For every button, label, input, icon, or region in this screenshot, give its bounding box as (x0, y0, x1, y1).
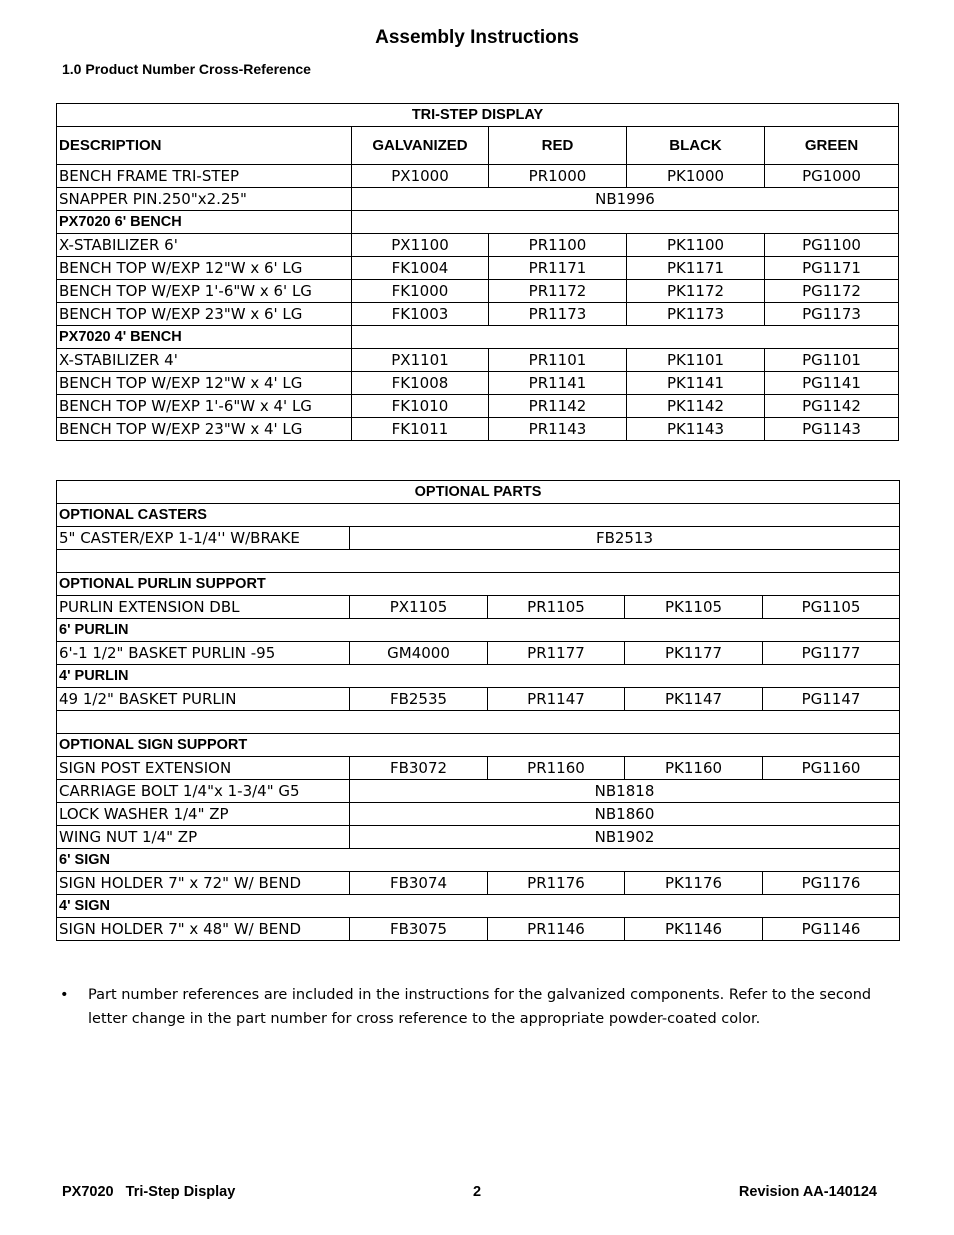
table-row (57, 280, 899, 303)
table-row (57, 234, 899, 257)
part-description: X-STABILIZER 4' (57, 349, 352, 372)
page-title: Assembly Instructions (375, 27, 579, 48)
part-description: X-STABILIZER 6' (57, 234, 352, 257)
part-number: PG1100 (765, 234, 899, 257)
table-row (57, 849, 900, 872)
part-number: PG1146 (763, 918, 900, 941)
table-row (57, 573, 900, 596)
part-number: PG1000 (765, 165, 899, 188)
table-row (57, 257, 899, 280)
part-number: PG1172 (765, 280, 899, 303)
part-number: PG1173 (765, 303, 899, 326)
table-row (57, 596, 900, 619)
part-description: SIGN HOLDER 7" x 48" W/ BEND (57, 918, 350, 941)
column-header: BLACK (627, 127, 765, 165)
part-description: SIGN POST EXTENSION (57, 757, 350, 780)
table-row (57, 780, 900, 803)
section-label: OPTIONAL CASTERS (57, 504, 900, 527)
part-number: PR1143 (489, 418, 627, 441)
section-label: 6' PURLIN (57, 619, 900, 642)
table-row (57, 211, 899, 234)
column-header: GREEN (765, 127, 899, 165)
column-header: DESCRIPTION (57, 127, 352, 165)
part-number: PK1000 (627, 165, 765, 188)
part-description: 49 1/2" BASKET PURLIN (57, 688, 350, 711)
part-number: PK1146 (625, 918, 763, 941)
part-number: PK1173 (627, 303, 765, 326)
part-description: BENCH TOP W/EXP 1'-6"W x 4' LG (57, 395, 352, 418)
section-label: 4' PURLIN (57, 665, 900, 688)
part-description: SNAPPER PIN.250"x2.25" (57, 188, 352, 211)
table-row (57, 326, 899, 349)
note (60, 983, 896, 1031)
table-row (57, 372, 899, 395)
bullet-icon: • (60, 987, 69, 1003)
table-row (57, 872, 900, 895)
part-number: FK1004 (352, 257, 489, 280)
part-number: FB2535 (350, 688, 488, 711)
part-number: PG1147 (763, 688, 900, 711)
part-number: FK1000 (352, 280, 489, 303)
part-number: PR1146 (488, 918, 625, 941)
part-number (352, 211, 899, 234)
part-number: PX1105 (350, 596, 488, 619)
part-number: PK1100 (627, 234, 765, 257)
part-number: PK1147 (625, 688, 763, 711)
part-number: FB3075 (350, 918, 488, 941)
part-description: BENCH FRAME TRI-STEP (57, 165, 352, 188)
part-number: PK1177 (625, 642, 763, 665)
part-number: PK1171 (627, 257, 765, 280)
part-number: PG1105 (763, 596, 900, 619)
table-row (57, 918, 900, 941)
table-header-row (57, 127, 899, 165)
part-number: NB1818 (350, 780, 900, 803)
table-row (57, 418, 899, 441)
footer-product: PX7020 Tri-Step Display (62, 1184, 236, 1200)
part-description: BENCH TOP W/EXP 12"W x 6' LG (57, 257, 352, 280)
part-number: PG1141 (765, 372, 899, 395)
part-number: PR1177 (488, 642, 625, 665)
table-row (57, 711, 900, 734)
part-number: PG1143 (765, 418, 899, 441)
spacer-row (57, 550, 900, 573)
part-number: PR1172 (489, 280, 627, 303)
table-caption-row (57, 104, 899, 127)
part-number: PK1172 (627, 280, 765, 303)
part-number: PR1000 (489, 165, 627, 188)
section-label: 6' SIGN (57, 849, 900, 872)
part-number: PR1173 (489, 303, 627, 326)
part-number: PG1177 (763, 642, 900, 665)
table-row (57, 303, 899, 326)
part-number: PR1176 (488, 872, 625, 895)
part-number: NB1996 (352, 188, 899, 211)
part-number: PK1160 (625, 757, 763, 780)
part-description: BENCH TOP W/EXP 12"W x 4' LG (57, 372, 352, 395)
part-number: PR1171 (489, 257, 627, 280)
table-row (57, 504, 900, 527)
part-number: PX1000 (352, 165, 489, 188)
part-number: PR1160 (488, 757, 625, 780)
section-label: 4' SIGN (57, 895, 900, 918)
section-heading: 1.0 Product Number Cross-Reference (62, 61, 311, 77)
part-description: PURLIN EXTENSION DBL (57, 596, 350, 619)
part-description: CARRIAGE BOLT 1/4"x 1-3/4" G5 (57, 780, 350, 803)
table-row (57, 688, 900, 711)
table-row (57, 527, 900, 550)
part-number: PG1176 (763, 872, 900, 895)
table-row (57, 619, 900, 642)
part-number: FK1003 (352, 303, 489, 326)
part-number (352, 326, 899, 349)
part-number: PG1142 (765, 395, 899, 418)
part-description: WING NUT 1/4" ZP (57, 826, 350, 849)
footer-revision: Revision AA-140124 (738, 1184, 877, 1200)
table-row (57, 734, 900, 757)
part-number: FK1008 (352, 372, 489, 395)
spacer-row (57, 711, 900, 734)
part-description: BENCH TOP W/EXP 1'-6"W x 6' LG (57, 280, 352, 303)
optional-parts-table (56, 480, 900, 941)
part-number: PK1141 (627, 372, 765, 395)
table-row (57, 826, 900, 849)
part-description: 5" CASTER/EXP 1-1/4'' W/BRAKE (57, 527, 350, 550)
table-row (57, 188, 899, 211)
part-number: PG1160 (763, 757, 900, 780)
table-caption: TRI-STEP DISPLAY (57, 104, 899, 127)
part-description: 6'-1 1/2" BASKET PURLIN -95 (57, 642, 350, 665)
part-number: PK1101 (627, 349, 765, 372)
note-text: Part number references are included in the instructions for the galvanized components. Refer to the second letter change in the part number for cross reference to the appropriate powder-coated color. (88, 987, 872, 1027)
part-number: PX1101 (352, 349, 489, 372)
tri-step-display-table (56, 103, 899, 441)
table-row (57, 395, 899, 418)
part-number: FB3074 (350, 872, 488, 895)
table-row (57, 349, 899, 372)
table-row (57, 757, 900, 780)
table-row (57, 803, 900, 826)
part-number: PG1101 (765, 349, 899, 372)
table-caption: OPTIONAL PARTS (57, 481, 900, 504)
part-number: NB1860 (350, 803, 900, 826)
footer-page-number: 2 (472, 1184, 482, 1200)
part-number: FK1010 (352, 395, 489, 418)
column-header: GALVANIZED (352, 127, 489, 165)
part-number: PG1171 (765, 257, 899, 280)
part-description: BENCH TOP W/EXP 23"W x 6' LG (57, 303, 352, 326)
section-label: PX7020 6' BENCH (57, 211, 352, 234)
table-caption-row (57, 481, 900, 504)
part-number: PR1141 (489, 372, 627, 395)
part-number: PK1143 (627, 418, 765, 441)
part-number: PK1176 (625, 872, 763, 895)
part-number: NB1902 (350, 826, 900, 849)
section-label: PX7020 4' BENCH (57, 326, 352, 349)
part-number: PK1105 (625, 596, 763, 619)
part-number: PR1105 (488, 596, 625, 619)
table-row (57, 895, 900, 918)
part-number: FB2513 (350, 527, 900, 550)
column-header: RED (489, 127, 627, 165)
part-description: BENCH TOP W/EXP 23"W x 4' LG (57, 418, 352, 441)
part-number: PR1101 (489, 349, 627, 372)
table-row (57, 642, 900, 665)
table-row (57, 165, 899, 188)
part-number: PX1100 (352, 234, 489, 257)
table-row (57, 665, 900, 688)
section-label: OPTIONAL SIGN SUPPORT (57, 734, 900, 757)
section-label: OPTIONAL PURLIN SUPPORT (57, 573, 900, 596)
part-number: PK1142 (627, 395, 765, 418)
part-number: PR1147 (488, 688, 625, 711)
part-number: FB3072 (350, 757, 488, 780)
part-description: LOCK WASHER 1/4" ZP (57, 803, 350, 826)
part-number: GM4000 (350, 642, 488, 665)
part-number: FK1011 (352, 418, 489, 441)
table-row (57, 550, 900, 573)
part-number: PR1100 (489, 234, 627, 257)
part-description: SIGN HOLDER 7" x 72" W/ BEND (57, 872, 350, 895)
part-number: PR1142 (489, 395, 627, 418)
